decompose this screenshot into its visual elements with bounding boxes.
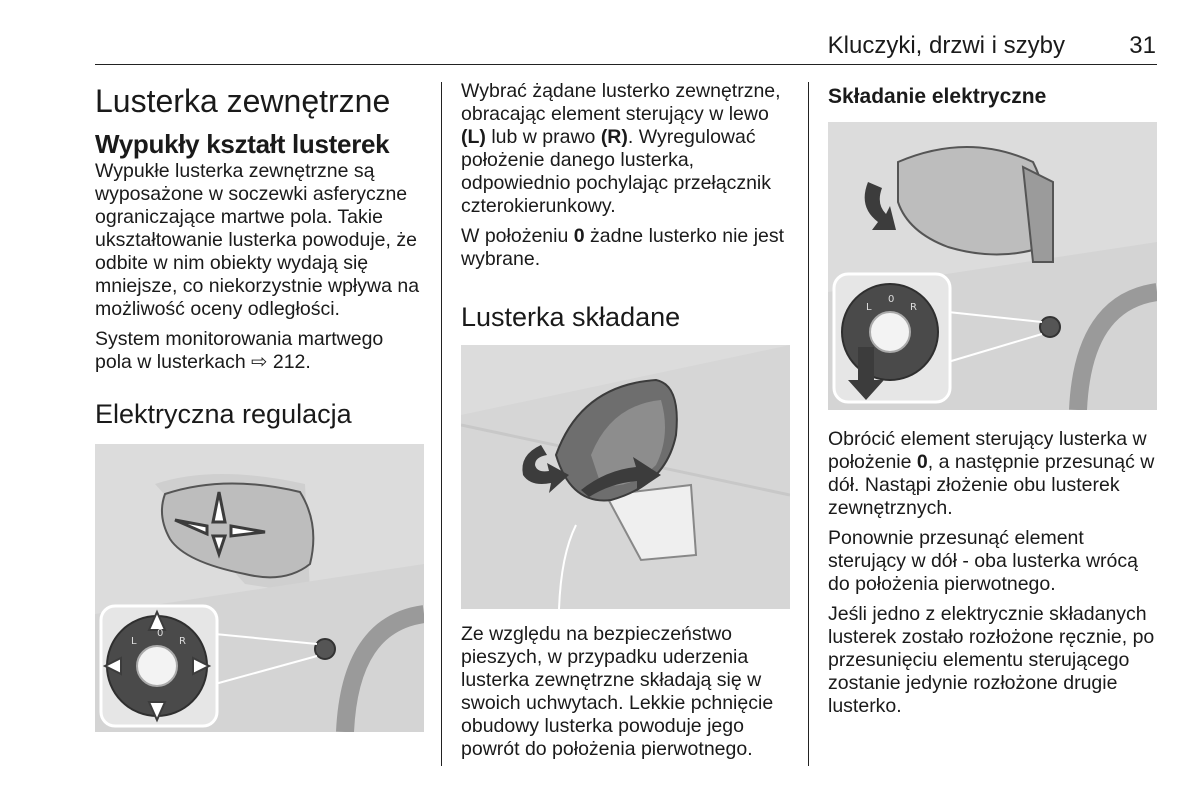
again-paragraph: Ponownie przesunąć element sterujący w dół - oba lusterka wrócą do położenia pierwotnego. <box>828 527 1138 595</box>
fold-knob-label-l: L <box>866 302 872 313</box>
rotate-paragraph <box>828 428 1158 520</box>
fold-knob-label-r: R <box>910 302 917 313</box>
mirror-adjust-figure <box>95 444 424 732</box>
manual-unfold-paragraph: Jeśli jedno z elektrycznie składanych lusterek zostało rozłożone ręcznie, po przesunięciu elementu sterującego zostanie jedynie rozłożone drugie lusterko. <box>828 603 1155 717</box>
electric-folding-heading: Składanie elektryczne <box>828 85 1047 108</box>
blind-spot-paragraph <box>95 328 425 374</box>
left-label: (L) <box>461 126 486 148</box>
page-number: 31 <box>1129 32 1156 59</box>
running-head: Kluczyki, drzwi i szyby <box>827 32 1065 59</box>
column-1 <box>95 80 425 732</box>
fold-knob-label-0: 0 <box>888 294 895 305</box>
zero-position-paragraph <box>461 225 791 271</box>
folding-mirror-figure <box>461 345 790 609</box>
zero-label: 0 <box>573 225 585 247</box>
blind-spot-page-link[interactable]: 212. <box>272 351 311 373</box>
knob-label-l: L <box>131 636 137 647</box>
rotate-text-1: Obrócić element sterujący lusterka w położenie <box>828 428 1147 473</box>
column-2 <box>461 80 791 768</box>
knob-label-0: 0 <box>157 628 164 639</box>
page-ref-icon: ⇨ <box>251 351 268 373</box>
electric-folding-figure <box>828 122 1157 410</box>
main-title: Lusterka zewnętrzne <box>95 83 391 119</box>
rotate-zero-label: 0 <box>916 451 928 473</box>
column-3 <box>828 80 1158 725</box>
convex-paragraph: Wypukłe lusterka zewnętrzne są wyposażone w soczewki asferyczne ograniczające martwe pola. Takie ukształtowanie lusterka powoduje, że odbite w nim obiekty wydają się mniejsze, co niekorzystnie wpływa na możliwość oceny odległości. <box>95 160 420 320</box>
convex-heading: Wypukły kształt lusterek <box>95 129 390 159</box>
right-label: (R) <box>600 126 628 148</box>
column-divider-2 <box>808 82 809 766</box>
zero-text-2: żadne lusterko nie jest wybrane. <box>461 225 785 270</box>
electric-adjust-heading: Elektryczna regulacja <box>95 399 352 429</box>
folding-heading: Lusterka składane <box>461 302 681 332</box>
zero-text-1: W położeniu <box>461 225 569 247</box>
select-text-2: lub w prawo <box>491 126 596 148</box>
select-text-1: Wybrać żądane lusterko zewnętrzne, obracając element sterujący w lewo <box>461 80 781 125</box>
select-text-3: . Wyregulować położenie danego lusterka, odpowiednio pochylając przełącznik czterokierunkowy. <box>461 126 772 217</box>
rotate-text-2: , a następnie przesunąć w dół. Nastąpi złożenie obu lusterek zewnętrznych. <box>828 451 1155 519</box>
safety-paragraph: Ze względu na bezpieczeństwo pieszych, w przypadku uderzenia lusterka zewnętrzne składają się w swoich uchwytach. Lekkie pchnięcie obudowy lusterka powoduje jego powrót do położenia pierwotnego. <box>461 623 774 760</box>
knob-label-r: R <box>179 636 186 647</box>
header-rule <box>95 64 1157 65</box>
column-divider-1 <box>441 82 442 766</box>
electric-folding-mirror <box>898 147 1046 255</box>
blind-spot-text: System monitorowania martwego pola w lusterkach <box>95 328 384 373</box>
select-mirror-paragraph <box>461 80 791 218</box>
